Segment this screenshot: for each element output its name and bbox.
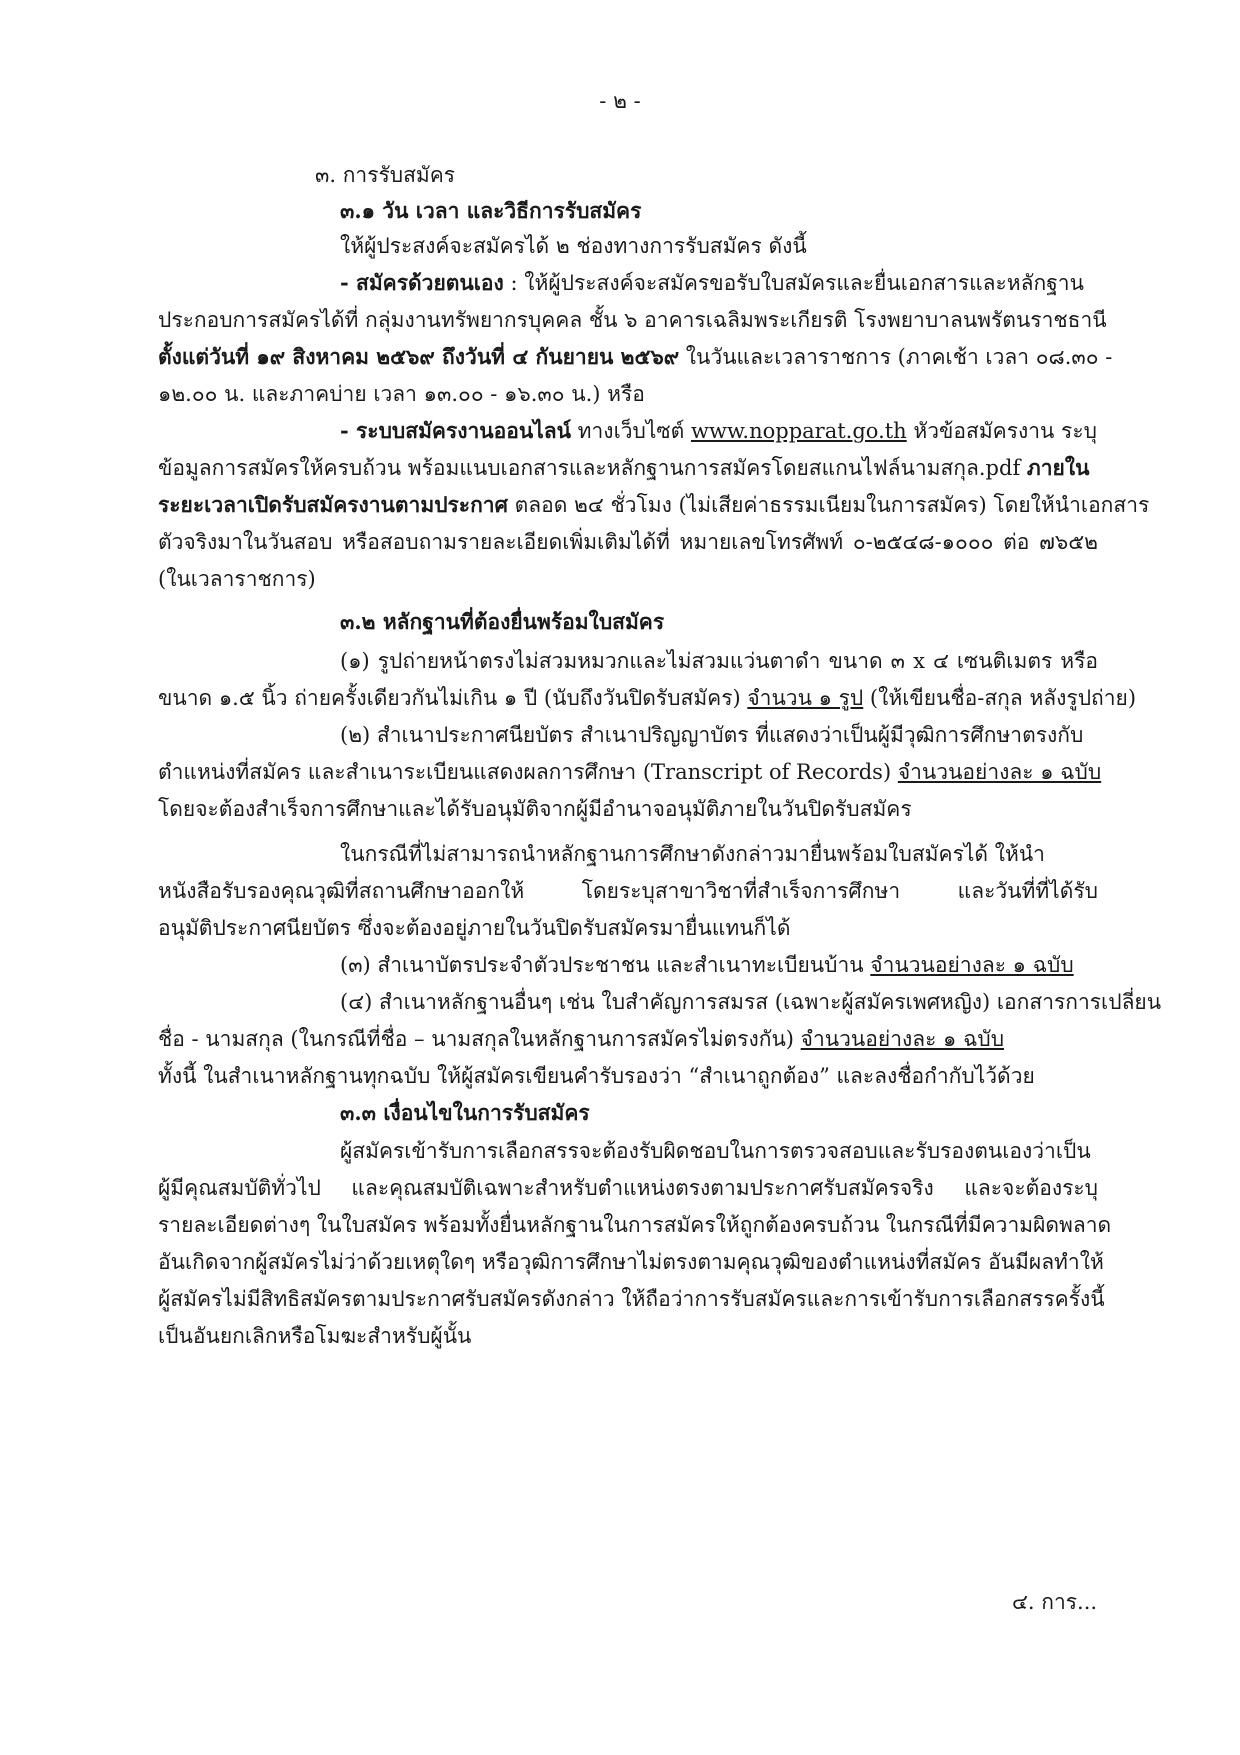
online-apply-period: ระยะเวลาเปิดรับสมัครงานตามประกาศ: [158, 492, 508, 517]
certificate-note-line-1: ในกรณีที่ไม่สามารถนำหลักฐานการศึกษาดังกล่าวมายื่นพร้อมใบสมัครได้ ให้นำ: [340, 842, 1045, 866]
application-period: ตั้งแต่วันที่ ๑๙ สิงหาคม ๒๕๖๙ ถึงวันที่ ๔ กันยายน ๒๕๖๙: [158, 344, 680, 369]
self-apply-line-1: [340, 266, 1098, 300]
certificate-note-line-2: หนังสือรับรองคุณวุฒิที่สถานศึกษาออกให้ โดยระบุสาขาวิชาที่สำเร็จการศึกษา และวันที่ที่ได้รับ: [158, 879, 1098, 903]
online-apply-topic: หัวข้อสมัครงาน ระบุ: [906, 419, 1097, 443]
item-4-quantity: จำนวนอย่างละ ๑ ฉบับ: [800, 1027, 1005, 1051]
conditions-line-2: ผู้มีคุณสมบัติทั่วไป และคุณสมบัติเฉพาะสำหรับตำแหน่งตรงตามประกาศรับสมัครจริง และจะต้องระบุ: [158, 1176, 1098, 1200]
item-1-quantity: จำนวน ๑ รูป: [747, 686, 864, 710]
conditions-line-1: ผู้สมัครเข้ารับการเลือกสรรจะต้องรับผิดชอบในการตรวจสอบและรับรองตนเองว่าเป็น: [340, 1139, 1091, 1163]
item-2-line-2: [158, 755, 1102, 789]
conditions-line-3: รายละเอียดต่างๆ ในใบสมัคร พร้อมทั้งยื่นหลักฐานในการสมัครให้ถูกต้องครบถ้วน ในกรณีที่มีความผิดพลาด: [158, 1213, 1112, 1237]
online-apply-label: - ระบบสมัครงานออนไลน์: [340, 418, 571, 443]
self-apply-line-2: ประกอบการสมัครได้ที่ กลุ่มงานทรัพยากรบุคคล ชั้น ๖ อาคารเฉลิมพระเกียรติ โรงพยาบาลนพรัตนราชธานี: [158, 308, 1107, 332]
section-3-2-heading: ๓.๒ หลักฐานที่ต้องยื่นพร้อมใบสมัคร: [340, 609, 665, 634]
item-4-text: ชื่อ - นามสกุล (ในกรณีที่ชื่อ – นามสกุลในหลักฐานการสมัครไม่ตรงกัน): [158, 1027, 801, 1051]
online-apply-text-2: ข้อมูลการสมัครให้ครบถ้วน พร้อมแนบเอกสารและหลักฐานการสมัครโดยสแกนไฟล์นามสกุล.pdf: [158, 456, 1027, 480]
online-apply-line-5: (ในเวลาราชการ): [158, 567, 316, 591]
copy-certification-note: ทั้งนี้ ในสำเนาหลักฐานทุกฉบับ ให้ผู้สมัครเขียนคำรับรองว่า “สำเนาถูกต้อง” และลงชื่อกำกับไว้ด้วย: [158, 1064, 1035, 1088]
item-1-line-1: (๑) รูปถ่ายหน้าตรงไม่สวมหมวกและไม่สวมแว่นตาดำ ขนาด ๓ x ๔ เซนติเมตร หรือ: [340, 649, 1098, 673]
item-1-line-2: [158, 681, 1137, 715]
conditions-line-6: เป็นอันยกเลิกหรือโมฆะสำหรับผู้นั้น: [158, 1324, 472, 1348]
item-1-text: ขนาด ๑.๕ นิ้ว ถ่ายครั้งเดียวกันไม่เกิน ๑ ปี (นับถึงวันปิดรับสมัคร): [158, 686, 748, 710]
self-apply-line-3: [158, 340, 1113, 374]
section-3-heading: ๓. การรับสมัคร: [315, 163, 456, 187]
office-hours: ในวันและเวลาราชการ (ภาคเช้า เวลา ๐๘.๓๐ -: [679, 345, 1113, 369]
online-apply-text: ทางเว็บไซต์: [571, 419, 691, 443]
online-apply-text-3: ตลอด ๒๔ ชั่วโมง (ไม่เสียค่าธรรมเนียมในการสมัคร) โดยให้นำเอกสาร: [507, 493, 1150, 517]
section-3-1-heading: ๓.๑ วัน เวลา และวิธีการรับสมัคร: [340, 198, 642, 223]
self-apply-text: : ให้ผู้ประสงค์จะสมัครขอรับใบสมัครและยื่นเอกสารและหลักฐาน: [510, 271, 1084, 295]
section-3-3-heading: ๓.๓ เงื่อนไขในการรับสมัคร: [340, 1100, 590, 1125]
item-3-text: (๓) สำเนาบัตรประจำตัวประชาชน และสำเนาทะเบียนบ้าน: [340, 953, 871, 977]
item-1-note: (ให้เขียนชื่อ-สกุล หลังรูปถ่าย): [863, 686, 1137, 710]
self-apply-line-4: ๑๒.๐๐ น. และภาคบ่าย เวลา ๑๓.๐๐ - ๑๖.๓๐ น.) หรือ: [158, 382, 645, 406]
item-2-line-1: (๒) สำเนาประกาศนียบัตร สำเนาปริญญาบัตร ที่แสดงว่าเป็นผู้มีวุฒิการศึกษาตรงกับ: [340, 723, 1084, 747]
online-apply-line-2: [158, 451, 1098, 485]
conditions-line-4: อันเกิดจากผู้สมัครไม่ว่าด้วยเหตุใดๆ หรือวุฒิการศึกษาไม่ตรงตามคุณวุฒิของตำแหน่งที่สมัคร อันมีผลทำให้: [158, 1250, 1104, 1274]
conditions-line-5: ผู้สมัครไม่มีสิทธิสมัครตามประกาศรับสมัครดังกล่าว ให้ถือว่าการรับสมัครและการเข้ารับการเลือกสรรครั้งนี้: [158, 1287, 1105, 1311]
item-2-text: ตำแหน่งที่สมัคร และสำเนาระเบียนแสดงผลการศึกษา (Transcript of Records): [158, 760, 898, 784]
section-3-1-intro: ให้ผู้ประสงค์จะสมัครได้ ๒ ช่องทางการรับสมัคร ดังนี้: [340, 234, 807, 258]
online-apply-line-1: [340, 414, 1098, 448]
online-apply-line-4: ตัวจริงมาในวันสอบ หรือสอบถามรายละเอียดเพิ่มเติมได้ที่ หมายเลขโทรศัพท์ ๐-๒๕๔๘-๑๐๐๐ ต่อ ๗๖๕๒: [158, 530, 1098, 554]
online-apply-within: ภายใน: [1026, 455, 1090, 480]
online-apply-line-3: [158, 488, 1150, 522]
item-3: [340, 948, 1074, 982]
continuation-marker: ๔. การ...: [1012, 1590, 1098, 1614]
item-2-quantity: จำนวนอย่างละ ๑ ฉบับ: [897, 760, 1102, 784]
page-number: - ๒ -: [599, 89, 641, 113]
self-apply-label: - สมัครด้วยตนเอง: [340, 270, 504, 295]
item-4-line-1: (๔) สำเนาหลักฐานอื่นๆ เช่น ใบสำคัญการสมรส (เฉพาะผู้สมัครเพศหญิง) เอกสารการเปลี่ยน: [340, 990, 1162, 1014]
item-4-line-2: [158, 1022, 1098, 1056]
certificate-note-line-3: อนุมัติประกาศนียบัตร ซึ่งจะต้องอยู่ภายในวันปิดรับสมัครมายื่นแทนก็ได้: [158, 916, 791, 940]
item-3-quantity: จำนวนอย่างละ ๑ ฉบับ: [870, 953, 1074, 977]
website-link[interactable]: www.nopparat.go.th: [691, 419, 907, 443]
item-2-line-3: โดยจะต้องสำเร็จการศึกษาและได้รับอนุมัติจากผู้มีอำนาจอนุมัติภายในวันปิดรับสมัคร: [158, 797, 912, 821]
